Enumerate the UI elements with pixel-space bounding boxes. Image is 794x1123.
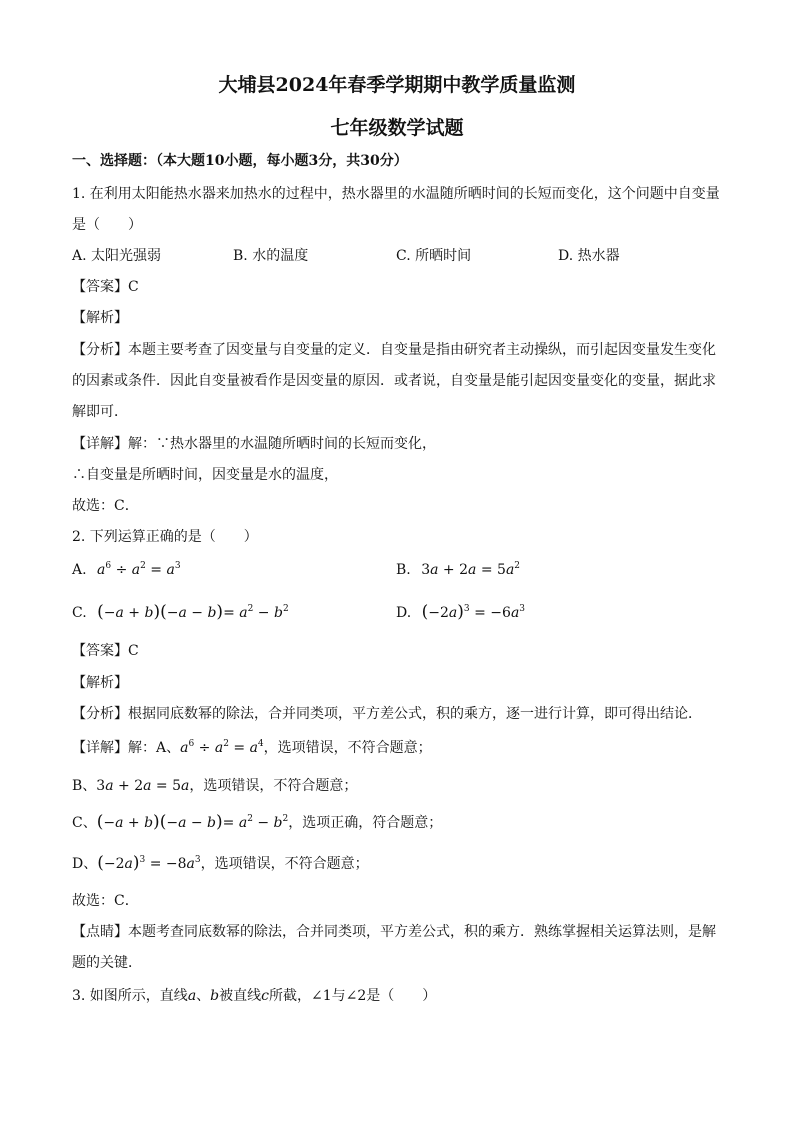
q1-fenxi-line2: 的因素或条件．因此自变量被看作是因变量的原因．或者说，自变量是能引起因变量变化的变量，据此求 (72, 373, 716, 389)
q3-stem: 3. 如图所示，直线a、b被直线c所截，∠1与∠2是（ ） (72, 988, 437, 1004)
q2-dianjing-line2: 题的关键． (72, 955, 142, 971)
q2-option-d: D. $(-2a)^3 = -6a^3$ (396, 602, 526, 622)
q1-option-c: C. 所晒时间 (396, 248, 472, 264)
q1-option-a: A. 太阳光强弱 (72, 248, 162, 264)
q2-option-d-formula: $(-2a)^3 = -6a^3$ (421, 602, 526, 622)
section-heading: 一、选择题：（本大题10小题，每小题3分，共30分） (72, 153, 408, 169)
q1-detail-line2: ∴自变量是所晒时间，因变量是水的温度， (72, 467, 338, 483)
q3-var-c: c (261, 988, 269, 1004)
q2-dianjing-line1: 【点睛】本题考查同底数幂的除法，合并同类项，平方差公式，积的乘方．熟练掌握相关运算法则，是解 (72, 924, 716, 940)
q2-detail-c-formula: $(-a + b)(-a - b)= a^2 - b^2$ (96, 812, 289, 832)
q2-stem: 2. 下列运算正确的是（ ） (72, 529, 258, 545)
page-title: 大埔县2024年春季学期期中教学质量监测 (218, 74, 576, 96)
q2-answer: 【答案】C (72, 643, 139, 659)
page-subtitle: 七年级数学试题 (330, 117, 464, 139)
q1-stem-line1: 1. 在利用太阳能热水器来加热水的过程中，热水器里的水温随所晒时间的长短而变化，这个问题中自变量 (72, 186, 720, 202)
q2-option-b-formula: $3a + 2a = 5a^2$ (421, 561, 521, 578)
q3-var-a: a (187, 988, 197, 1004)
q2-detail-a: 【详解】解：A、$a^6 \div a^2 = a^4$，选项错误，不符合题意； (72, 739, 432, 756)
q2-detail-b: B、3a + 2a = 5a，选项错误，不符合题意； (72, 778, 358, 794)
q1-option-d: D. 热水器 (558, 248, 620, 264)
q2-detail-d-formula: $(-2a)^3 = -8a^3$ (97, 853, 201, 873)
q1-fenxi-line1: 【分析】本题主要考查了因变量与自变量的定义．自变量是指由研究者主动操纵，而引起因变量发生变化 (72, 342, 716, 358)
q2-option-a: A. $a^6 \div a^2 = a^3$ (72, 561, 181, 578)
q2-option-c-formula: $(-a + b)(-a - b)= a^2 - b^2$ (97, 602, 289, 622)
q2-analysis-label: 【解析】 (72, 675, 128, 691)
q1-fenxi-line3: 解即可． (72, 404, 128, 420)
q2-option-a-formula: $a^6 \div a^2 = a^3$ (97, 561, 181, 578)
q3-var-b: b (210, 988, 220, 1004)
q2-detail-d: D、$(-2a)^3 = -8a^3$，选项错误，不符合题意； (72, 853, 369, 873)
q2-option-c: C. $(-a + b)(-a - b)= a^2 - b^2$ (72, 602, 289, 622)
q1-answer: 【答案】C (72, 279, 139, 295)
q2-detail-b-formula: 3a + 2a = 5a (96, 778, 190, 794)
q2-detail-a-formula: $a^6 \div a^2 = a^4$ (180, 739, 264, 756)
q1-choose: 故选：C． (72, 498, 139, 514)
q1-analysis-label: 【解析】 (72, 310, 128, 326)
q2-fenxi: 【分析】根据同底数幂的除法，合并同类项，平方差公式，积的乘方，逐一进行计算，即可得出结论． (72, 706, 702, 722)
q2-detail-c: C、$(-a + b)(-a - b)= a^2 - b^2$，选项正确，符合题意； (72, 812, 443, 832)
q2-option-b: B. $3a + 2a = 5a^2$ (396, 561, 521, 578)
q1-detail-line1: 【详解】解：∵热水器里的水温随所晒时间的长短而变化， (72, 436, 436, 452)
q1-stem-line2: 是（ ） (72, 217, 142, 233)
q2-choose: 故选：C． (72, 893, 139, 909)
q1-option-b: B. 水的温度 (233, 248, 309, 264)
